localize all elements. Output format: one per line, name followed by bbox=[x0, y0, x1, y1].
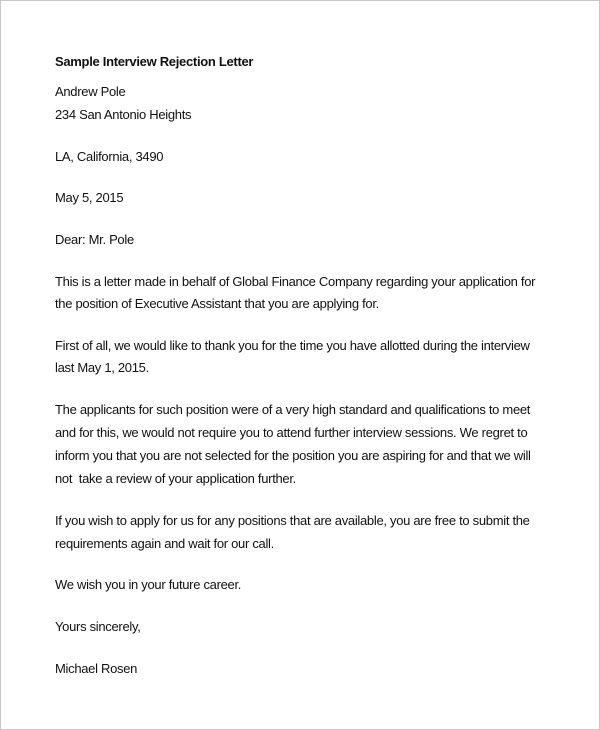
recipient-city: LA, California, 3490 bbox=[55, 149, 164, 164]
salutation: Dear: Mr. Pole bbox=[55, 232, 134, 247]
paragraph-1-line-1: This is a letter made in behalf of Global Finance Company regarding your application for bbox=[55, 274, 536, 289]
letter-date: May 5, 2015 bbox=[55, 190, 124, 205]
paragraph-3-line-3: inform you that you are not selected for the position you are aspiring for and that we will bbox=[55, 448, 531, 463]
paragraph-3-line-4: not take a review of your application further. bbox=[55, 471, 296, 486]
paragraph-4-line-2: requirements again and wait for our call. bbox=[55, 536, 274, 551]
paragraph-3-line-1: The applicants for such position were of a very high standard and qualifications to meet bbox=[55, 402, 531, 417]
paragraph-1-line-2: the position of Executive Assistant that you are applying for. bbox=[55, 296, 379, 311]
paragraph-2-line-1: First of all, we would like to thank you for the time you have allotted during the interview bbox=[55, 338, 530, 353]
closing: Yours sincerely, bbox=[55, 619, 141, 634]
recipient-street: 234 San Antonio Heights bbox=[55, 107, 192, 122]
paragraph-3-line-2: and for this, we would not require you to attend further interview sessions. We regret to bbox=[55, 425, 528, 440]
paragraph-5-line-1: We wish you in your future career. bbox=[55, 577, 242, 592]
recipient-name: Andrew Pole bbox=[55, 84, 126, 99]
paragraph-4-line-1: If you wish to apply for us for any positions that are available, you are free to submit the bbox=[55, 513, 530, 528]
signature-name: Michael Rosen bbox=[55, 661, 138, 676]
letter-title: Sample Interview Rejection Letter bbox=[55, 54, 254, 69]
paragraph-2-line-2: last May 1, 2015. bbox=[55, 360, 149, 375]
